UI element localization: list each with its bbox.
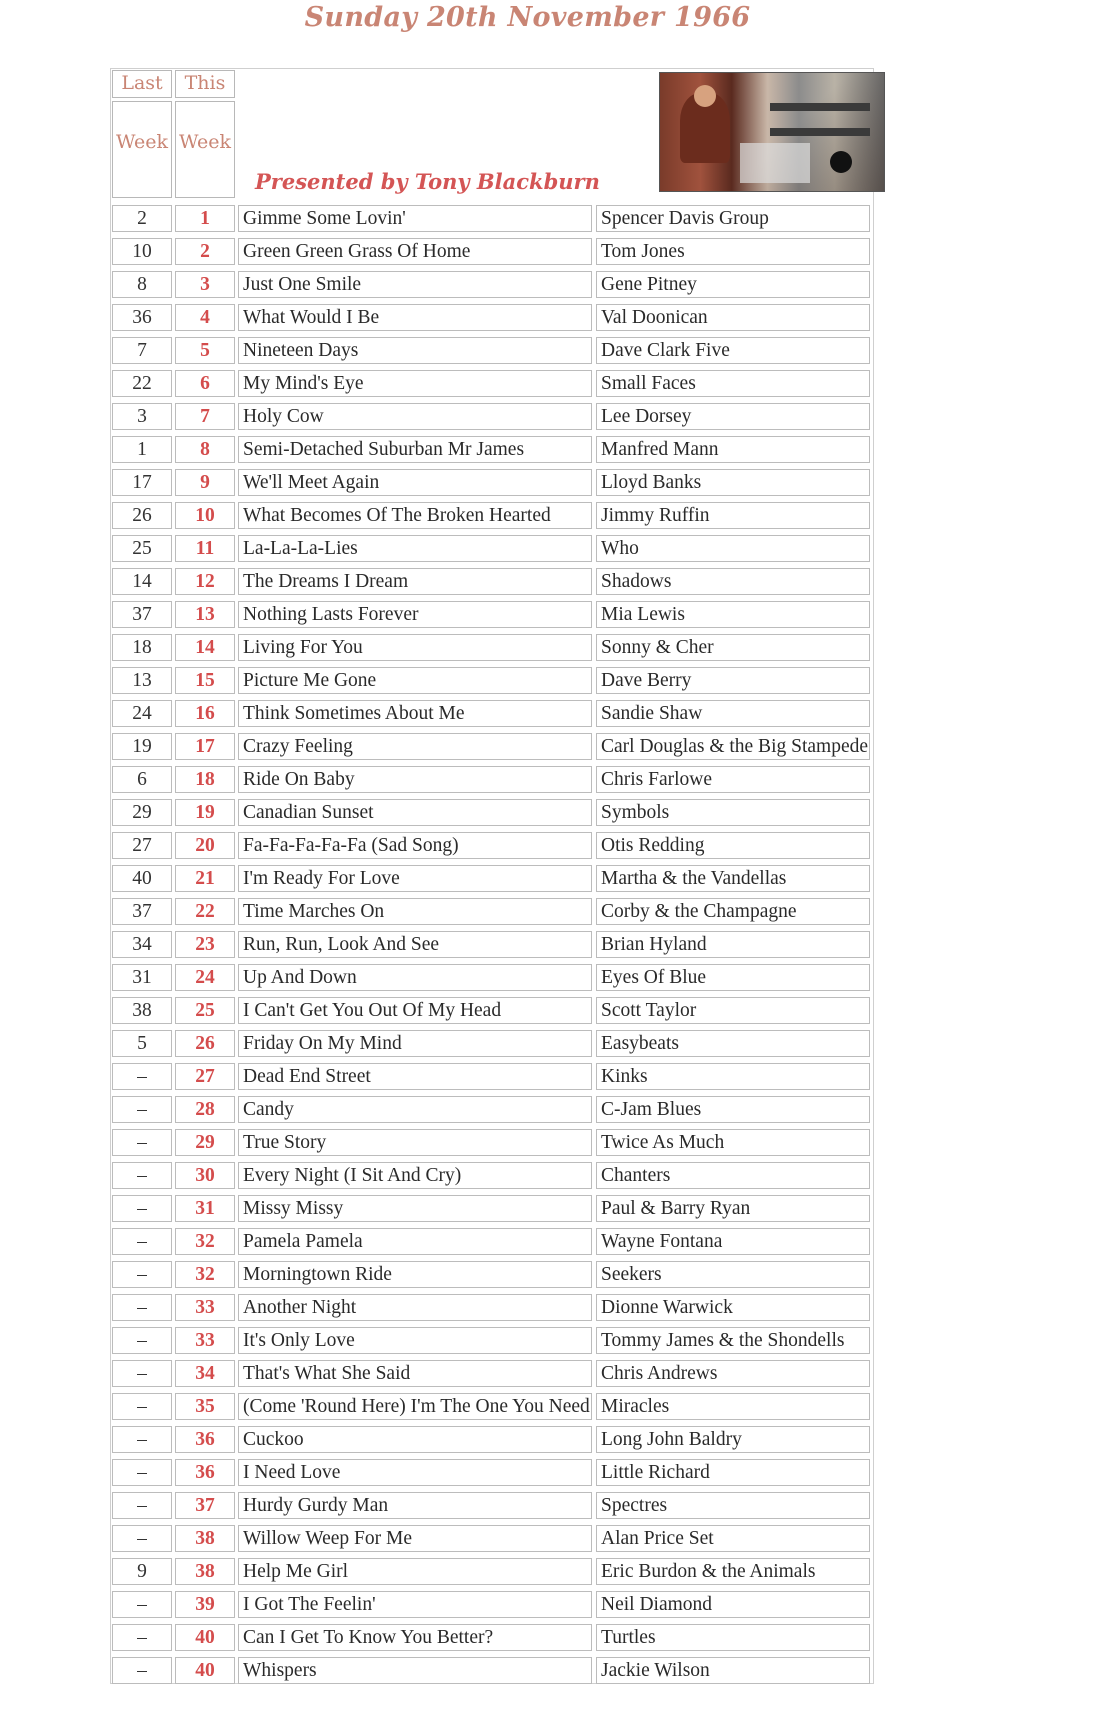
this-week-cell: 14 — [175, 634, 235, 661]
chart-rows — [110, 202, 936, 1687]
artist-cell: Gene Pitney — [596, 271, 870, 298]
this-week-cell: 20 — [175, 832, 235, 859]
song-title-cell: Green Green Grass Of Home — [238, 238, 592, 265]
table-row — [110, 1258, 936, 1291]
table-row — [110, 1060, 936, 1093]
table-row — [110, 433, 936, 466]
song-title-cell: Dead End Street — [238, 1063, 592, 1090]
last-week-cell: – — [112, 1624, 172, 1651]
this-week-cell: 1 — [175, 205, 235, 232]
this-week-cell: 34 — [175, 1360, 235, 1387]
song-title-cell: Every Night (I Sit And Cry) — [238, 1162, 592, 1189]
song-title-cell: Run, Run, Look And See — [238, 931, 592, 958]
last-week-cell: – — [112, 1294, 172, 1321]
this-week-cell: 30 — [175, 1162, 235, 1189]
this-week-cell: 31 — [175, 1195, 235, 1222]
chart-table — [110, 68, 936, 1687]
song-title-cell: Cuckoo — [238, 1426, 592, 1453]
table-row — [110, 961, 936, 994]
header-this-bottom: Week — [175, 101, 235, 198]
this-week-cell: 16 — [175, 700, 235, 727]
last-week-cell: 3 — [112, 403, 172, 430]
this-week-cell: 39 — [175, 1591, 235, 1618]
last-week-cell: 34 — [112, 931, 172, 958]
this-week-cell: 11 — [175, 535, 235, 562]
last-week-cell: 31 — [112, 964, 172, 991]
this-week-cell: 13 — [175, 601, 235, 628]
table-row — [110, 730, 936, 763]
this-week-cell: 26 — [175, 1030, 235, 1057]
last-week-cell: – — [112, 1261, 172, 1288]
page-title: Sunday 20th November 1966 — [304, 2, 751, 33]
this-week-cell: 4 — [175, 304, 235, 331]
song-title-cell: Picture Me Gone — [238, 667, 592, 694]
artist-cell: Martha & the Vandellas — [596, 865, 870, 892]
table-row — [110, 1621, 936, 1654]
artist-cell: Who — [596, 535, 870, 562]
artist-cell: Corby & the Champagne — [596, 898, 870, 925]
table-row — [110, 1522, 936, 1555]
table-row — [110, 235, 936, 268]
this-week-cell: 40 — [175, 1657, 235, 1684]
this-week-cell: 17 — [175, 733, 235, 760]
song-title-cell: I Can't Get You Out Of My Head — [238, 997, 592, 1024]
table-row — [110, 1489, 936, 1522]
header-this-top: This — [175, 70, 235, 98]
artist-cell: Miracles — [596, 1393, 870, 1420]
this-week-cell: 2 — [175, 238, 235, 265]
artist-cell: Chanters — [596, 1162, 870, 1189]
artist-cell: Chris Farlowe — [596, 766, 870, 793]
artist-cell: Tommy James & the Shondells — [596, 1327, 870, 1354]
artist-cell: Tom Jones — [596, 238, 870, 265]
this-week-cell: 38 — [175, 1525, 235, 1552]
this-week-cell: 35 — [175, 1393, 235, 1420]
song-title-cell: Willow Weep For Me — [238, 1525, 592, 1552]
song-title-cell: I Need Love — [238, 1459, 592, 1486]
table-row — [110, 268, 936, 301]
last-week-cell: 24 — [112, 700, 172, 727]
song-title-cell: Friday On My Mind — [238, 1030, 592, 1057]
last-week-cell: 17 — [112, 469, 172, 496]
artist-cell: Little Richard — [596, 1459, 870, 1486]
song-title-cell: What Becomes Of The Broken Hearted — [238, 502, 592, 529]
song-title-cell: It's Only Love — [238, 1327, 592, 1354]
artist-cell: Dave Berry — [596, 667, 870, 694]
last-week-cell: 9 — [112, 1558, 172, 1585]
last-week-cell: 37 — [112, 601, 172, 628]
artist-cell: Brian Hyland — [596, 931, 870, 958]
artist-cell: Neil Diamond — [596, 1591, 870, 1618]
table-row — [110, 1357, 936, 1390]
song-title-cell: Hurdy Gurdy Man — [238, 1492, 592, 1519]
this-week-cell: 25 — [175, 997, 235, 1024]
last-week-cell: 36 — [112, 304, 172, 331]
artist-cell: Lee Dorsey — [596, 403, 870, 430]
last-week-cell: 29 — [112, 799, 172, 826]
artist-cell: Kinks — [596, 1063, 870, 1090]
last-week-cell: 2 — [112, 205, 172, 232]
artist-cell: Alan Price Set — [596, 1525, 870, 1552]
table-row — [110, 631, 936, 664]
table-row — [110, 1225, 936, 1258]
presenter-photo — [659, 72, 885, 192]
table-row — [110, 1159, 936, 1192]
table-row — [110, 1654, 936, 1687]
last-week-cell: 7 — [112, 337, 172, 364]
this-week-cell: 22 — [175, 898, 235, 925]
artist-cell: Spectres — [596, 1492, 870, 1519]
this-week-cell: 18 — [175, 766, 235, 793]
artist-cell: Spencer Davis Group — [596, 205, 870, 232]
artist-cell: Mia Lewis — [596, 601, 870, 628]
last-week-cell: 1 — [112, 436, 172, 463]
song-title-cell: Nineteen Days — [238, 337, 592, 364]
song-title-cell: Think Sometimes About Me — [238, 700, 592, 727]
last-week-cell: 38 — [112, 997, 172, 1024]
last-week-cell: – — [112, 1393, 172, 1420]
this-week-cell: 21 — [175, 865, 235, 892]
last-week-cell: – — [112, 1360, 172, 1387]
this-week-cell: 38 — [175, 1558, 235, 1585]
last-week-cell: 18 — [112, 634, 172, 661]
song-title-cell: Nothing Lasts Forever — [238, 601, 592, 628]
song-title-cell: The Dreams I Dream — [238, 568, 592, 595]
last-week-cell: – — [112, 1657, 172, 1684]
table-row — [110, 400, 936, 433]
artist-cell: Symbols — [596, 799, 870, 826]
artist-cell: Seekers — [596, 1261, 870, 1288]
artist-cell: Sandie Shaw — [596, 700, 870, 727]
this-week-cell: 6 — [175, 370, 235, 397]
this-week-cell: 32 — [175, 1261, 235, 1288]
table-row — [110, 301, 936, 334]
table-row — [110, 367, 936, 400]
table-row — [110, 796, 936, 829]
song-title-cell: I'm Ready For Love — [238, 865, 592, 892]
song-title-cell: Crazy Feeling — [238, 733, 592, 760]
last-week-cell: 14 — [112, 568, 172, 595]
artist-cell: Paul & Barry Ryan — [596, 1195, 870, 1222]
artist-cell: Scott Taylor — [596, 997, 870, 1024]
table-row — [110, 334, 936, 367]
song-title-cell: Whispers — [238, 1657, 592, 1684]
this-week-cell: 19 — [175, 799, 235, 826]
this-week-cell: 3 — [175, 271, 235, 298]
artist-cell: Eric Burdon & the Animals — [596, 1558, 870, 1585]
song-title-cell: Ride On Baby — [238, 766, 592, 793]
song-title-cell: Just One Smile — [238, 271, 592, 298]
this-week-cell: 5 — [175, 337, 235, 364]
artist-cell: Easybeats — [596, 1030, 870, 1057]
song-title-cell: We'll Meet Again — [238, 469, 592, 496]
table-row — [110, 1291, 936, 1324]
table-row — [110, 1390, 936, 1423]
artist-cell: Val Doonican — [596, 304, 870, 331]
this-week-cell: 40 — [175, 1624, 235, 1651]
last-week-cell: – — [112, 1492, 172, 1519]
song-title-cell: Semi-Detached Suburban Mr James — [238, 436, 592, 463]
song-title-cell: True Story — [238, 1129, 592, 1156]
artist-cell: C-Jam Blues — [596, 1096, 870, 1123]
this-week-cell: 28 — [175, 1096, 235, 1123]
song-title-cell: La-La-La-Lies — [238, 535, 592, 562]
song-title-cell: (Come 'Round Here) I'm The One You Need — [238, 1393, 592, 1420]
table-row — [110, 598, 936, 631]
this-week-cell: 7 — [175, 403, 235, 430]
last-week-cell: 26 — [112, 502, 172, 529]
this-week-cell: 33 — [175, 1327, 235, 1354]
table-row — [110, 829, 936, 862]
last-week-cell: – — [112, 1063, 172, 1090]
song-title-cell: Time Marches On — [238, 898, 592, 925]
last-week-cell: – — [112, 1426, 172, 1453]
table-row — [110, 697, 936, 730]
this-week-cell: 24 — [175, 964, 235, 991]
last-week-cell: – — [112, 1162, 172, 1189]
artist-cell: Carl Douglas & the Big Stampede — [596, 733, 870, 760]
artist-cell: Dionne Warwick — [596, 1294, 870, 1321]
header-last-top: Last — [112, 70, 172, 98]
artist-cell: Jimmy Ruffin — [596, 502, 870, 529]
last-week-cell: – — [112, 1228, 172, 1255]
this-week-cell: 36 — [175, 1459, 235, 1486]
song-title-cell: Another Night — [238, 1294, 592, 1321]
table-row — [110, 1126, 936, 1159]
song-title-cell: Pamela Pamela — [238, 1228, 592, 1255]
last-week-cell: 19 — [112, 733, 172, 760]
song-title-cell: Holy Cow — [238, 403, 592, 430]
table-row — [110, 928, 936, 961]
artist-cell: Long John Baldry — [596, 1426, 870, 1453]
this-week-cell: 37 — [175, 1492, 235, 1519]
this-week-cell: 29 — [175, 1129, 235, 1156]
song-title-cell: Help Me Girl — [238, 1558, 592, 1585]
this-week-cell: 32 — [175, 1228, 235, 1255]
table-row — [110, 664, 936, 697]
artist-cell: Chris Andrews — [596, 1360, 870, 1387]
presenter-label: Presented by Tony Blackburn — [255, 169, 600, 194]
this-week-cell: 33 — [175, 1294, 235, 1321]
song-title-cell: Up And Down — [238, 964, 592, 991]
last-week-cell: – — [112, 1096, 172, 1123]
this-week-cell: 27 — [175, 1063, 235, 1090]
table-row — [110, 1423, 936, 1456]
artist-cell: Otis Redding — [596, 832, 870, 859]
last-week-cell: – — [112, 1591, 172, 1618]
song-title-cell: Canadian Sunset — [238, 799, 592, 826]
song-title-cell: My Mind's Eye — [238, 370, 592, 397]
last-week-cell: – — [112, 1459, 172, 1486]
last-week-cell: – — [112, 1129, 172, 1156]
artist-cell: Small Faces — [596, 370, 870, 397]
last-week-cell: 6 — [112, 766, 172, 793]
song-title-cell: Gimme Some Lovin' — [238, 205, 592, 232]
artist-cell: Sonny & Cher — [596, 634, 870, 661]
song-title-cell: Missy Missy — [238, 1195, 592, 1222]
table-row — [110, 862, 936, 895]
table-row — [110, 1324, 936, 1357]
artist-cell: Shadows — [596, 568, 870, 595]
last-week-cell: 10 — [112, 238, 172, 265]
last-week-cell: – — [112, 1195, 172, 1222]
artist-cell: Eyes Of Blue — [596, 964, 870, 991]
last-week-cell: 27 — [112, 832, 172, 859]
artist-cell: Dave Clark Five — [596, 337, 870, 364]
table-row — [110, 994, 936, 1027]
table-row — [110, 565, 936, 598]
artist-cell: Turtles — [596, 1624, 870, 1651]
table-row — [110, 466, 936, 499]
table-row — [110, 1192, 936, 1225]
this-week-cell: 15 — [175, 667, 235, 694]
table-row — [110, 1456, 936, 1489]
table-row — [110, 1555, 936, 1588]
this-week-cell: 12 — [175, 568, 235, 595]
song-title-cell: Can I Get To Know You Better? — [238, 1624, 592, 1651]
header-last-bottom: Week — [112, 101, 172, 198]
table-row — [110, 1027, 936, 1060]
last-week-cell: 8 — [112, 271, 172, 298]
artist-cell: Wayne Fontana — [596, 1228, 870, 1255]
table-row — [110, 895, 936, 928]
last-week-cell: 25 — [112, 535, 172, 562]
this-week-cell: 36 — [175, 1426, 235, 1453]
song-title-cell: What Would I Be — [238, 304, 592, 331]
this-week-cell: 23 — [175, 931, 235, 958]
song-title-cell: Living For You — [238, 634, 592, 661]
last-week-cell: 40 — [112, 865, 172, 892]
table-row — [110, 763, 936, 796]
this-week-cell: 8 — [175, 436, 235, 463]
artist-cell: Lloyd Banks — [596, 469, 870, 496]
this-week-cell: 9 — [175, 469, 235, 496]
last-week-cell: 37 — [112, 898, 172, 925]
last-week-cell: 5 — [112, 1030, 172, 1057]
last-week-cell: 22 — [112, 370, 172, 397]
song-title-cell: Candy — [238, 1096, 592, 1123]
last-week-cell: – — [112, 1525, 172, 1552]
table-row — [110, 202, 936, 235]
song-title-cell: That's What She Said — [238, 1360, 592, 1387]
chart-header — [110, 68, 936, 202]
song-title-cell: Morningtown Ride — [238, 1261, 592, 1288]
table-row — [110, 1588, 936, 1621]
this-week-cell: 10 — [175, 502, 235, 529]
artist-cell: Twice As Much — [596, 1129, 870, 1156]
table-row — [110, 1093, 936, 1126]
last-week-cell: 13 — [112, 667, 172, 694]
song-title-cell: I Got The Feelin' — [238, 1591, 592, 1618]
table-row — [110, 499, 936, 532]
last-week-cell: – — [112, 1327, 172, 1354]
song-title-cell: Fa-Fa-Fa-Fa-Fa (Sad Song) — [238, 832, 592, 859]
artist-cell: Jackie Wilson — [596, 1657, 870, 1684]
artist-cell: Manfred Mann — [596, 436, 870, 463]
table-row — [110, 532, 936, 565]
